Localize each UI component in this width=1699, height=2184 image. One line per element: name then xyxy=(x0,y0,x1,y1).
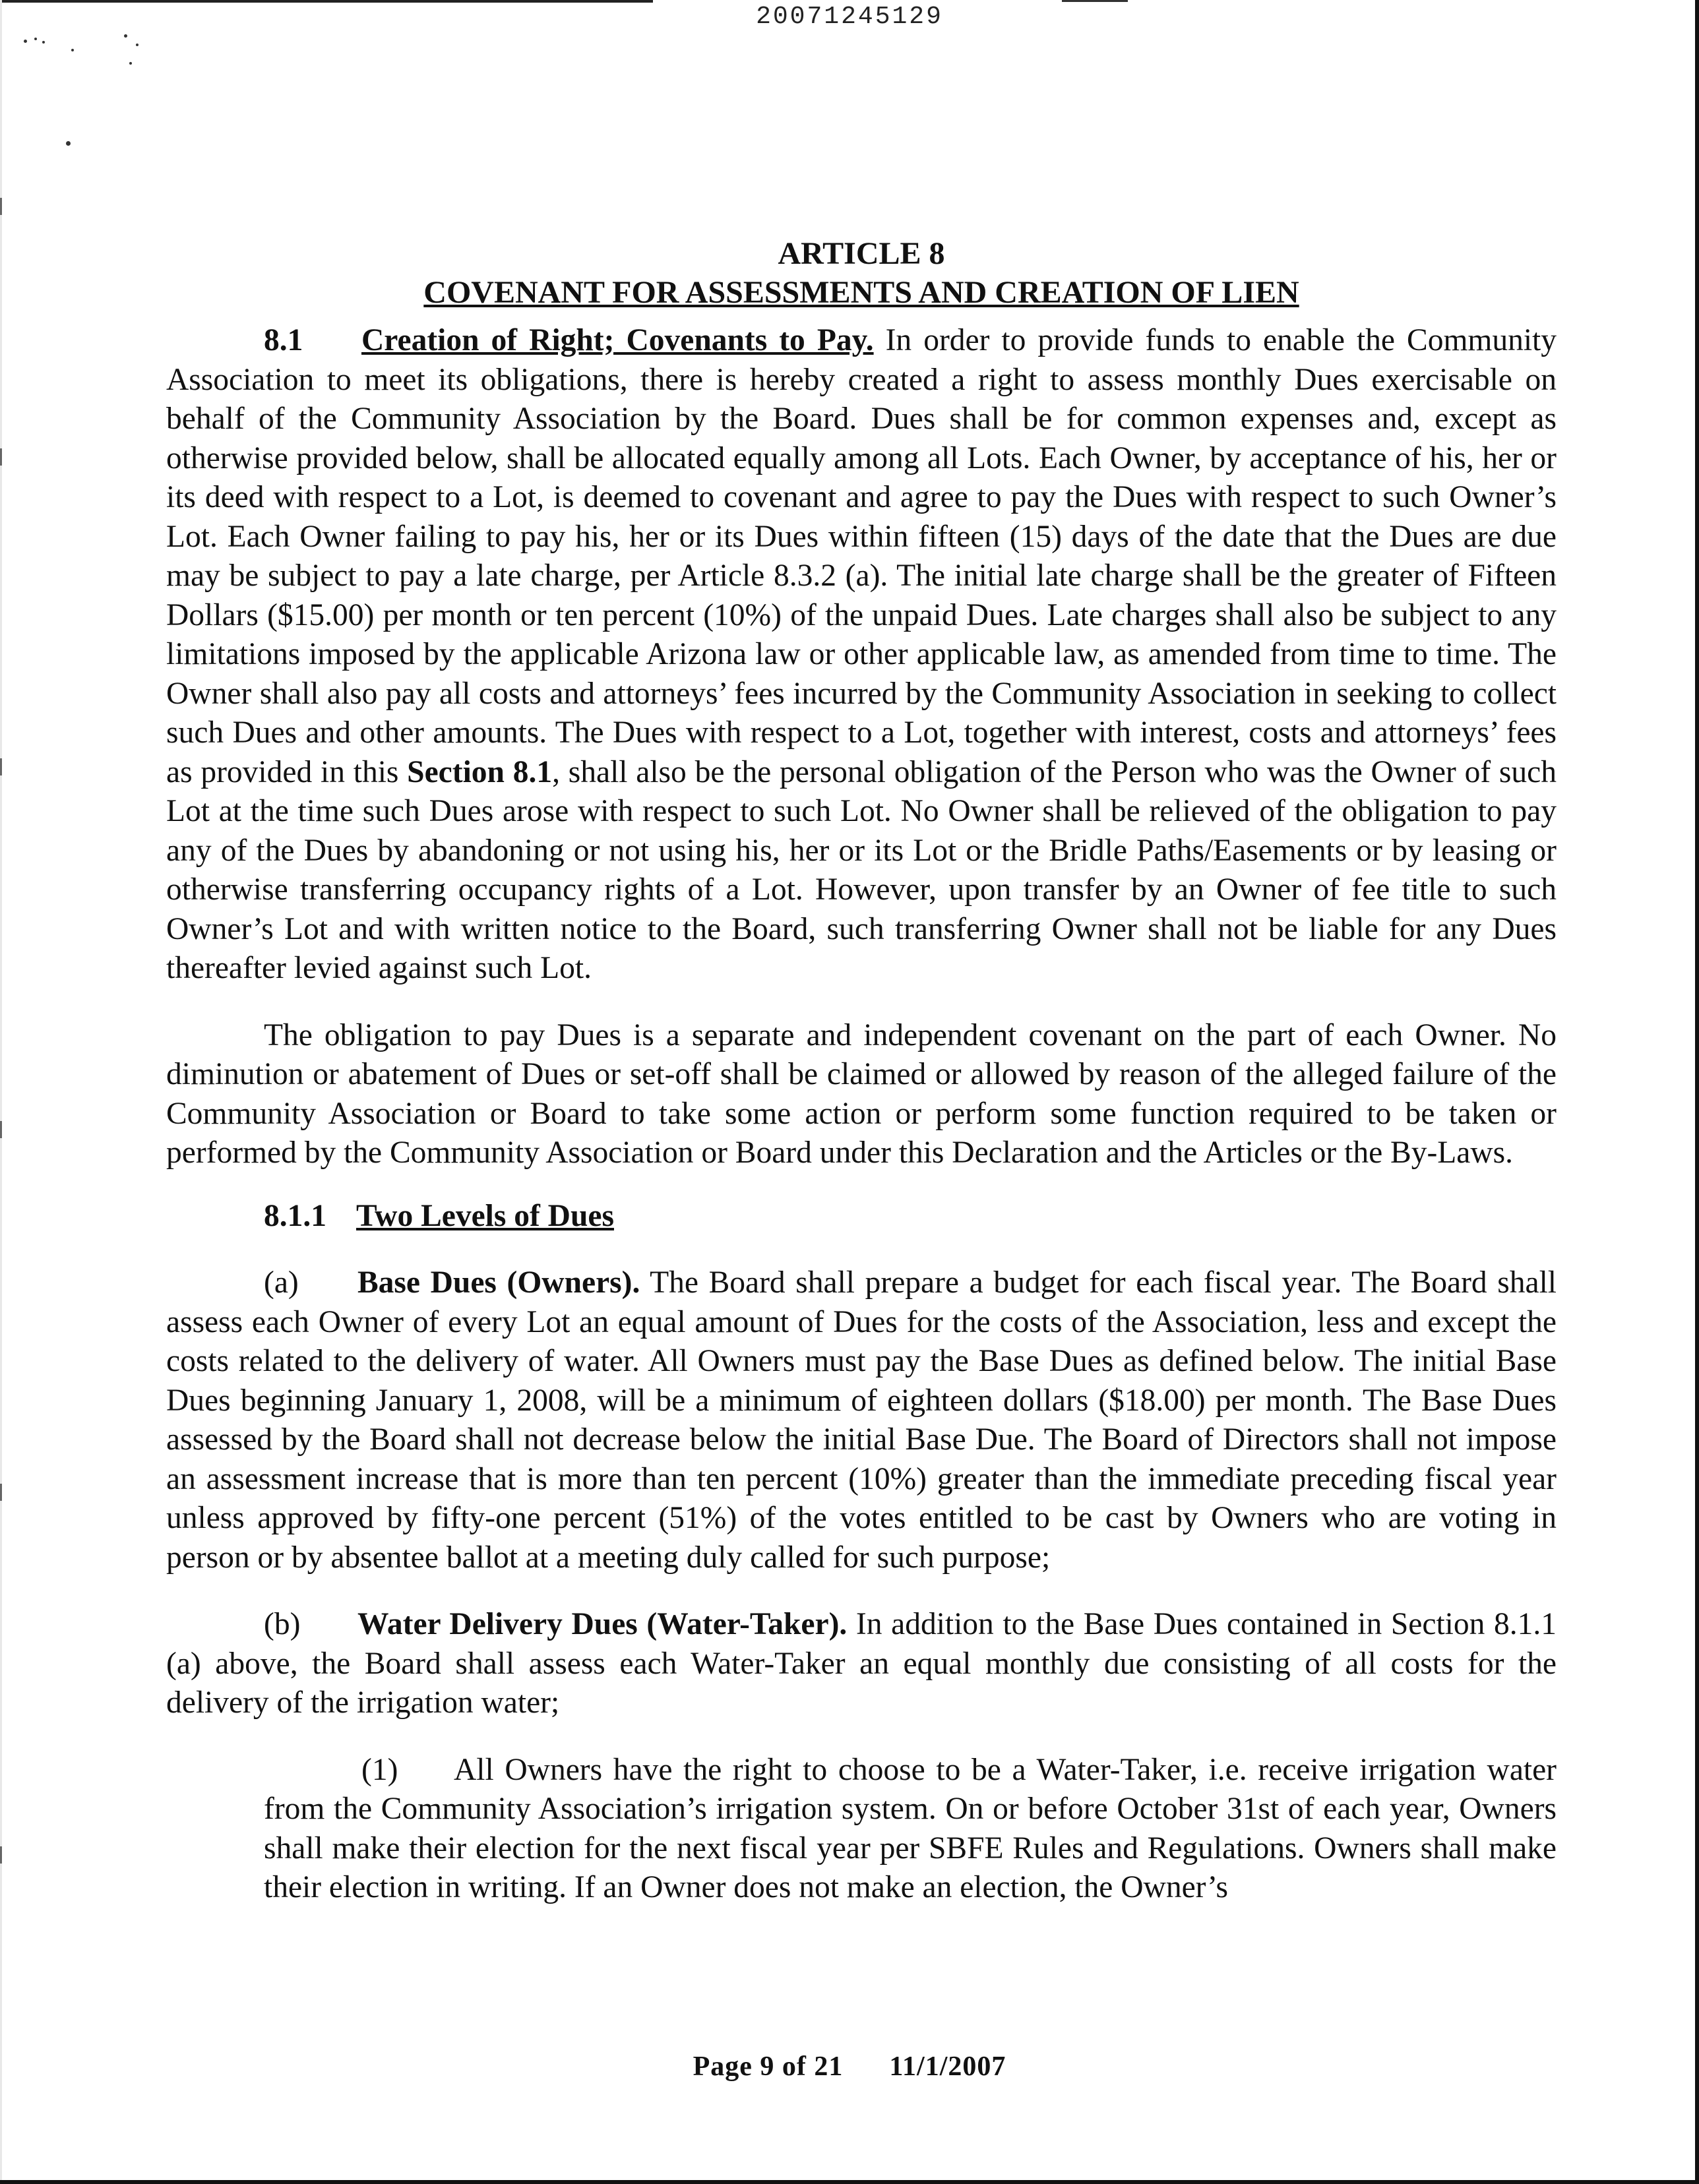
scan-speck xyxy=(24,40,27,43)
item-text: In addition to the Base Dues contained in Section 8.1.1 (a) above, the Board shall assess each Water-Taker an equal monthly due consisting of all costs for the delivery of the irrigation water; xyxy=(166,1607,1557,1720)
scan-speck xyxy=(136,44,139,46)
margin-mark xyxy=(0,758,2,775)
subsection-number: 8.1.1 xyxy=(264,1198,326,1233)
item-heading: Base Dues (Owners). xyxy=(357,1265,640,1300)
margin-mark xyxy=(0,198,2,215)
footer-date: 11/1/2007 xyxy=(889,2051,1006,2082)
scan-edge-top-mark xyxy=(1062,0,1128,2)
scan-speck xyxy=(124,34,127,38)
item-b-paragraph xyxy=(166,1605,1557,1723)
scan-speck xyxy=(34,38,37,40)
section-8-1-1-heading xyxy=(166,1197,1557,1236)
scan-speck xyxy=(129,62,132,65)
item-heading: Water Delivery Dues (Water-Taker). xyxy=(357,1607,848,1641)
section-number: 8.1 xyxy=(264,323,303,357)
section-8-1-paragraph xyxy=(166,321,1557,988)
article-number: ARTICLE 8 xyxy=(778,236,945,271)
item-b1-paragraph xyxy=(166,1751,1557,1908)
section-reference: Section 8.1 xyxy=(407,754,553,789)
margin-mark xyxy=(0,1484,2,1501)
page-number: Page 9 of 21 xyxy=(693,2051,844,2082)
scan-speck xyxy=(71,49,74,51)
page-footer xyxy=(0,2051,1699,2082)
item-a-paragraph xyxy=(166,1263,1557,1577)
section-heading: Creation of Right; Covenants to Pay. xyxy=(361,323,874,357)
article-title: COVENANT FOR ASSESSMENTS AND CREATION OF LIEN xyxy=(423,275,1299,310)
section-text: In order to provide funds to enable the Community Association to meet its obligations, there is hereby created a right to assess monthly Dues exercisable on behalf of the Community Association by the Board. Dues shall be for common expenses and, except as otherwise provided below, shall be allocated equally among all Lots. Each Owner, by acceptance of his, her or its deed with respect to a Lot, is deemed to covenant and agree to pay the Dues with respect to such Owner’s Lot. Each Owner failing to pay his, her or its Dues within fifteen (15) days of the date that the Dues are due may be subject to pay a late charge, per Article 8.3.2 (a). The initial late charge shall be the greater of Fifteen Dollars ($15.00) per month or ten percent (10%) of the unpaid Dues. Late charges shall also be subject to any limitations imposed by the applicable Arizona law or other applicable law, as amended from time to time. The Owner shall also pay all costs and attorneys’ fees incurred by the Community Association in seeking to collect such Dues and other amounts. The Dues with respect to a Lot, together with interest, costs and attorneys’ fees as provided in this xyxy=(166,323,1557,789)
subsection-title: Two Levels of Dues xyxy=(356,1198,614,1233)
document-body xyxy=(166,234,1557,1908)
item-text: All Owners have the right to choose to be a Water-Taker, i.e. receive irrigation water from the Community Association’s irrigation system. On or before October 31st of each year, Owners shall make their election for the next fiscal year per SBFE Rules and Regulations. Owners shall make their election in writing. If an Owner does not make an election, the Owner’s xyxy=(264,1752,1557,1904)
margin-mark xyxy=(0,1121,2,1138)
scan-edge-right xyxy=(1695,0,1699,2184)
item-label: (a) xyxy=(264,1265,299,1300)
scan-speck xyxy=(66,141,71,146)
document-number: 20071245129 xyxy=(756,3,943,31)
item-text: The Board shall prepare a budget for each fiscal year. The Board shall assess each Owner of every Lot an equal amount of Dues for the costs of the Association, less and except the costs related to the delivery of water. All Owners must pay the Base Dues as defined below. The initial Base Dues beginning January 1, 2008, will be a minimum of eighteen dollars ($18.00) per month. The Base Dues assessed by the Board shall not decrease below the initial Base Due. The Board of Directors shall not impose an assessment increase that is more than ten percent (10%) greater than the immediate preceding fiscal year unless approved by fifty-one percent (51%) of the votes entitled to be cast by Owners who are voting in person or by absentee ballot at a meeting duly called for such purpose; xyxy=(166,1265,1557,1575)
item-label: (b) xyxy=(264,1607,301,1641)
obligation-paragraph: The obligation to pay Dues is a separate and independent covenant on the part of each Owner. No diminution or abatement of Dues or set-off shall be claimed or allowed by reason of the alleged failure of the Community Association or Board to take some action or perform some function required to be taken or performed by the Community Association or Board under this Declaration and the Articles or the By-Laws. xyxy=(166,1017,1557,1170)
section-text-continued: , shall also be the personal obligation of the Person who was the Owner of such Lot at the time such Dues arose with respect to such Lot. No Owner shall be relieved of the obligation to pay any of the Dues by abandoning or not using his, her or its Lot or the Bridle Paths/Easements or by leasing or otherwise transferring occupancy rights of a Lot. However, upon transfer by an Owner of fee title to such Owner’s Lot and with written notice to the Board, such transferring Owner shall not be liable for any Dues thereafter levied against such Lot. xyxy=(166,754,1557,985)
item-label: (1) xyxy=(361,1752,398,1787)
scan-edge-bottom xyxy=(0,2180,1699,2184)
article-title-block xyxy=(166,234,1557,312)
margin-mark xyxy=(0,1846,2,1864)
margin-mark xyxy=(0,448,2,466)
scan-speck xyxy=(42,41,45,44)
